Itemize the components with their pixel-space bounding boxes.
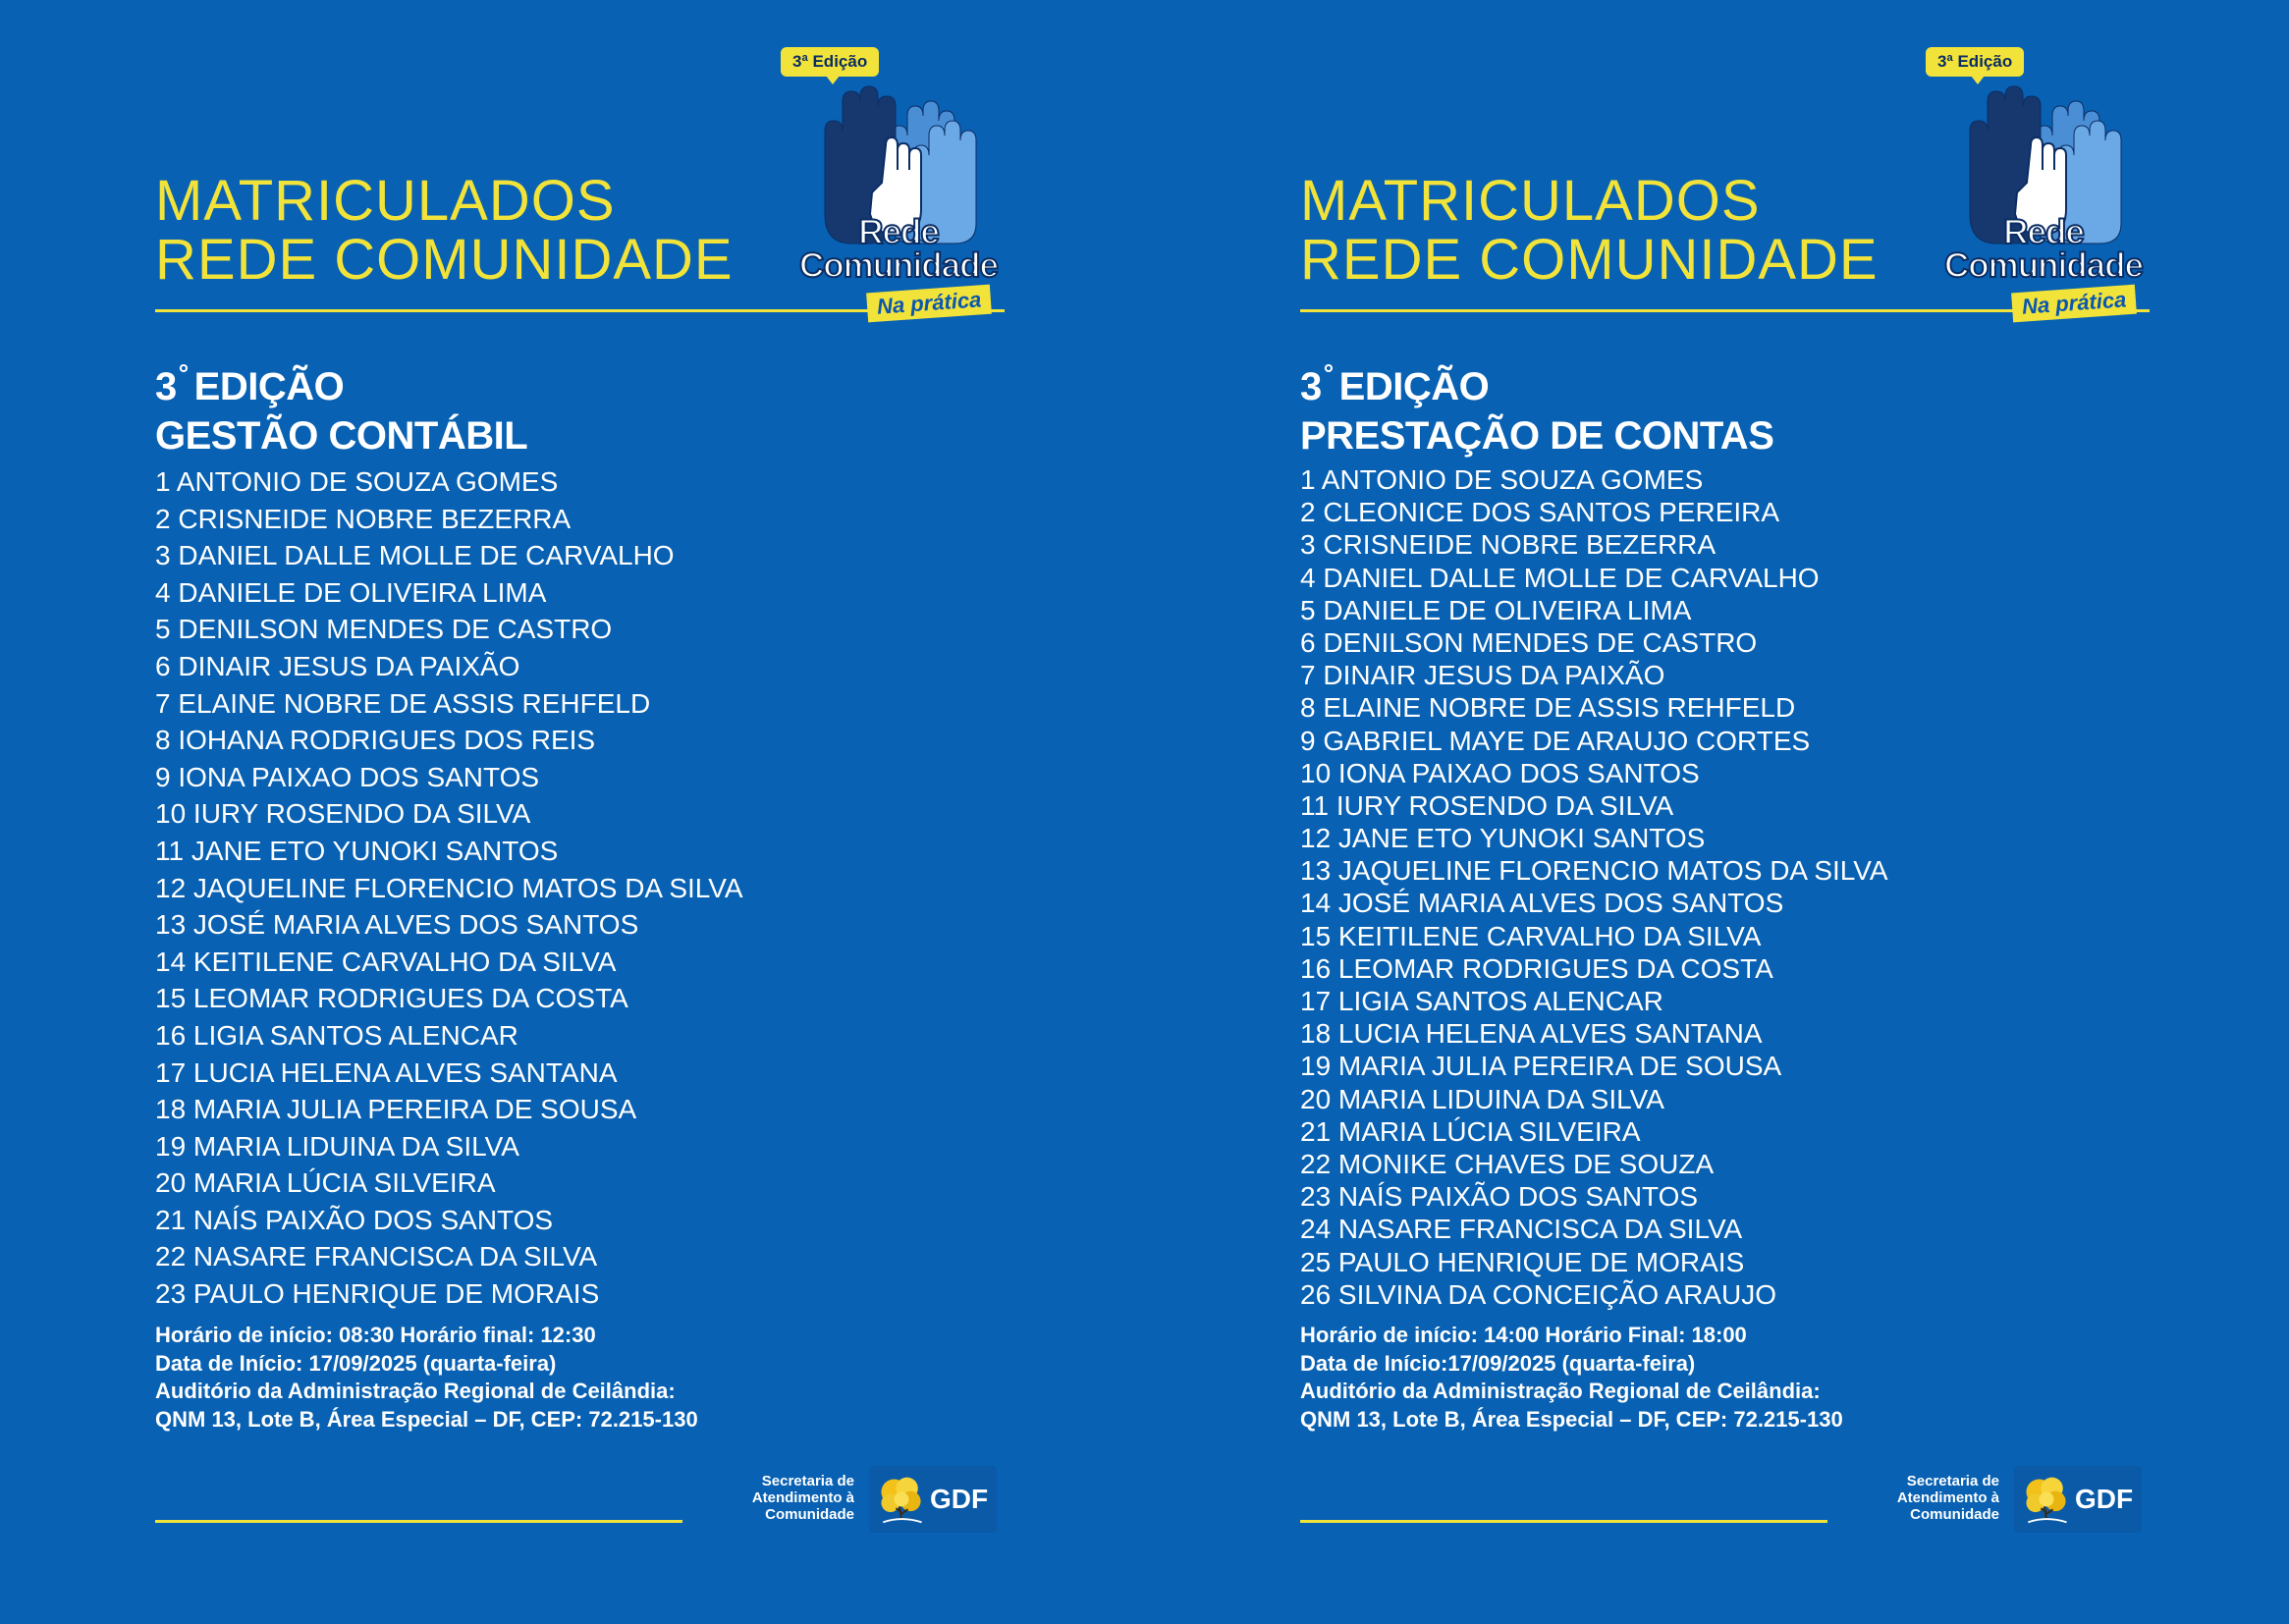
participant-item: 15 LEOMAR RODRIGUES DA COSTA xyxy=(155,983,628,1014)
title-line: REDE COMUNIDADE xyxy=(1300,228,1879,292)
info-line: Horário de início: 14:00 Horário Final: 18:00 xyxy=(1300,1323,1747,1347)
participant-list xyxy=(1300,463,1888,1311)
participant-item: 10 IURY ROSENDO DA SILVA xyxy=(155,798,531,830)
participant-item: 21 MARIA LÚCIA SILVEIRA xyxy=(1300,1115,1641,1147)
edition-degree: ° xyxy=(1323,358,1334,388)
participant-item: 4 DANIEL DALLE MOLLE DE CARVALHO xyxy=(1300,562,1820,593)
secretaria-label xyxy=(687,1473,854,1523)
participant-item: 15 KEITILENE CARVALHO DA SILVA xyxy=(1300,920,1762,951)
participant-item: 7 ELAINE NOBRE DE ASSIS REHFELD xyxy=(155,687,651,719)
participant-item: 14 KEITILENE CARVALHO DA SILVA xyxy=(155,946,617,977)
participant-item: 23 PAULO HENRIQUE DE MORAIS xyxy=(155,1278,600,1310)
title-line: MATRICULADOS xyxy=(1300,169,1761,233)
edition-degree: ° xyxy=(178,358,189,388)
logo-wordmark xyxy=(781,213,1016,285)
participant-item: 3 DANIEL DALLE MOLLE DE CARVALHO xyxy=(155,540,675,571)
participant-item: 4 DANIELE DE OLIVEIRA LIMA xyxy=(155,576,547,608)
participant-item: 18 MARIA JULIA PEREIRA DE SOUSA xyxy=(155,1094,637,1125)
edition-heading xyxy=(155,349,527,460)
participant-item: 20 MARIA LÚCIA SILVEIRA xyxy=(155,1167,496,1199)
info-line: Horário de início: 08:30 Horário final: 12:30 xyxy=(155,1323,596,1347)
secretaria-line: Atendimento à xyxy=(751,1489,854,1506)
participant-item: 16 LEOMAR RODRIGUES DA COSTA xyxy=(1300,952,1773,984)
logo-wordmark xyxy=(1926,213,2161,285)
participant-item: 7 DINAIR JESUS DA PAIXÃO xyxy=(1300,660,1665,691)
ipe-tree-icon xyxy=(2019,1472,2074,1527)
title-line: REDE COMUNIDADE xyxy=(155,228,734,292)
secretaria-line: Atendimento à xyxy=(1896,1489,1999,1506)
participant-item: 1 ANTONIO DE SOUZA GOMES xyxy=(155,466,559,497)
secretaria-label xyxy=(1832,1473,1999,1523)
participant-item: 13 JOSÉ MARIA ALVES DOS SANTOS xyxy=(155,909,639,941)
rede-comunidade-logo xyxy=(781,47,1016,327)
participant-item: 26 SILVINA DA CONCEIÇÃO ARAUJO xyxy=(1300,1278,1776,1310)
participant-item: 12 JANE ETO YUNOKI SANTOS xyxy=(1300,823,1706,854)
edition-number: 3 xyxy=(155,365,177,408)
participant-item: 22 NASARE FRANCISCA DA SILVA xyxy=(155,1241,598,1272)
participant-item: 3 CRISNEIDE NOBRE BEZERRA xyxy=(1300,529,1717,561)
course-name: PRESTAÇÃO DE CONTAS xyxy=(1300,414,1774,458)
logo-rede-text: Rede xyxy=(858,213,939,251)
participant-item: 23 NAÍS PAIXÃO DOS SANTOS xyxy=(1300,1181,1699,1213)
info-line: Data de Início:17/09/2025 (quarta-feira) xyxy=(1300,1350,1696,1376)
edition-line xyxy=(155,349,527,411)
logo-rede-text: Rede xyxy=(2003,213,2084,251)
schedule-info xyxy=(155,1322,698,1434)
participant-item: 5 DENILSON MENDES DE CASTRO xyxy=(155,614,613,645)
rede-comunidade-logo xyxy=(1926,47,2161,327)
edition-label: EDIÇÃO xyxy=(193,365,345,408)
participant-item: 2 CLEONICE DOS SANTOS PEREIRA xyxy=(1300,497,1780,528)
edition-badge: 3ª Edição xyxy=(1926,47,2024,77)
gdf-logo xyxy=(869,1466,997,1533)
participant-item: 11 JANE ETO YUNOKI SANTOS xyxy=(155,835,559,866)
participant-item: 1 ANTONIO DE SOUZA GOMES xyxy=(1300,464,1704,495)
participant-item: 8 IOHANA RODRIGUES DOS REIS xyxy=(155,725,596,756)
participant-item: 12 JAQUELINE FLORENCIO MATOS DA SILVA xyxy=(155,872,743,903)
participant-item: 19 MARIA LIDUINA DA SILVA xyxy=(155,1130,519,1162)
course-name: GESTÃO CONTÁBIL xyxy=(155,414,528,458)
participant-item: 8 ELAINE NOBRE DE ASSIS REHFELD xyxy=(1300,692,1796,724)
participant-item: 22 MONIKE CHAVES DE SOUZA xyxy=(1300,1148,1715,1179)
edition-heading xyxy=(1300,349,1773,460)
participant-item: 19 MARIA JULIA PEREIRA DE SOUSA xyxy=(1300,1051,1782,1082)
poster-panel xyxy=(1145,0,2289,1624)
title-line: MATRICULADOS xyxy=(155,169,616,233)
info-line: QNM 13, Lote B, Área Especial – DF, CEP: 72.215-130 xyxy=(155,1406,698,1432)
participant-item: 25 PAULO HENRIQUE DE MORAIS xyxy=(1300,1246,1745,1277)
participant-item: 2 CRISNEIDE NOBRE BEZERRA xyxy=(155,503,572,534)
page-title xyxy=(1300,169,1879,292)
participant-item: 17 LIGIA SANTOS ALENCAR xyxy=(1300,986,1663,1016)
participant-item: 9 GABRIEL MAYE DE ARAUJO CORTES xyxy=(1300,725,1811,756)
participant-item: 10 IONA PAIXAO DOS SANTOS xyxy=(1300,757,1700,788)
edition-number: 3 xyxy=(1300,365,1322,408)
participant-item: 11 IURY ROSENDO DA SILVA xyxy=(1300,789,1674,821)
footer-divider xyxy=(155,1520,682,1523)
ipe-tree-icon xyxy=(874,1472,929,1527)
participant-list xyxy=(155,463,743,1313)
logo-comunidade-text: Comunidade xyxy=(1944,246,2143,285)
footer-divider xyxy=(1300,1520,1827,1523)
gdf-text: GDF xyxy=(2075,1484,2134,1514)
participant-item: 5 DANIELE DE OLIVEIRA LIMA xyxy=(1300,594,1692,625)
edition-line xyxy=(1300,349,1773,411)
gdf-text: GDF xyxy=(930,1484,989,1514)
info-line: Data de Início: 17/09/2025 (quarta-feira) xyxy=(155,1350,557,1376)
participant-item: 6 DINAIR JESUS DA PAIXÃO xyxy=(155,650,520,681)
secretaria-line: Secretaria de xyxy=(1906,1473,1999,1489)
participant-item: 14 JOSÉ MARIA ALVES DOS SANTOS xyxy=(1300,888,1784,919)
participant-item: 9 IONA PAIXAO DOS SANTOS xyxy=(155,761,540,792)
participant-item: 21 NAÍS PAIXÃO DOS SANTOS xyxy=(155,1204,554,1235)
poster-panel xyxy=(0,0,1144,1624)
participant-item: 18 LUCIA HELENA ALVES SANTANA xyxy=(1300,1018,1763,1050)
participant-item: 24 NASARE FRANCISCA DA SILVA xyxy=(1300,1214,1743,1245)
info-line: Auditório da Administração Regional de Ceilândia: xyxy=(1300,1379,1821,1403)
secretaria-line: Secretaria de xyxy=(761,1473,854,1489)
gdf-logo xyxy=(2014,1466,2142,1533)
secretaria-line: Comunidade xyxy=(1910,1506,1999,1523)
schedule-info xyxy=(1300,1322,1843,1434)
participant-item: 6 DENILSON MENDES DE CASTRO xyxy=(1300,626,1758,658)
page-title xyxy=(155,169,734,292)
logo-tagline: Na prática xyxy=(866,285,992,323)
participant-item: 13 JAQUELINE FLORENCIO MATOS DA SILVA xyxy=(1300,855,1888,887)
edition-label: EDIÇÃO xyxy=(1338,365,1490,408)
info-line: QNM 13, Lote B, Área Especial – DF, CEP: 72.215-130 xyxy=(1300,1406,1843,1432)
participant-item: 17 LUCIA HELENA ALVES SANTANA xyxy=(155,1056,618,1088)
info-line: Auditório da Administração Regional de Ceilândia: xyxy=(155,1379,676,1403)
logo-tagline: Na prática xyxy=(2011,285,2137,323)
secretaria-line: Comunidade xyxy=(765,1506,854,1523)
edition-badge: 3ª Edição xyxy=(781,47,879,77)
logo-comunidade-text: Comunidade xyxy=(799,246,998,285)
participant-item: 16 LIGIA SANTOS ALENCAR xyxy=(155,1019,518,1051)
participant-item: 20 MARIA LIDUINA DA SILVA xyxy=(1300,1083,1664,1114)
